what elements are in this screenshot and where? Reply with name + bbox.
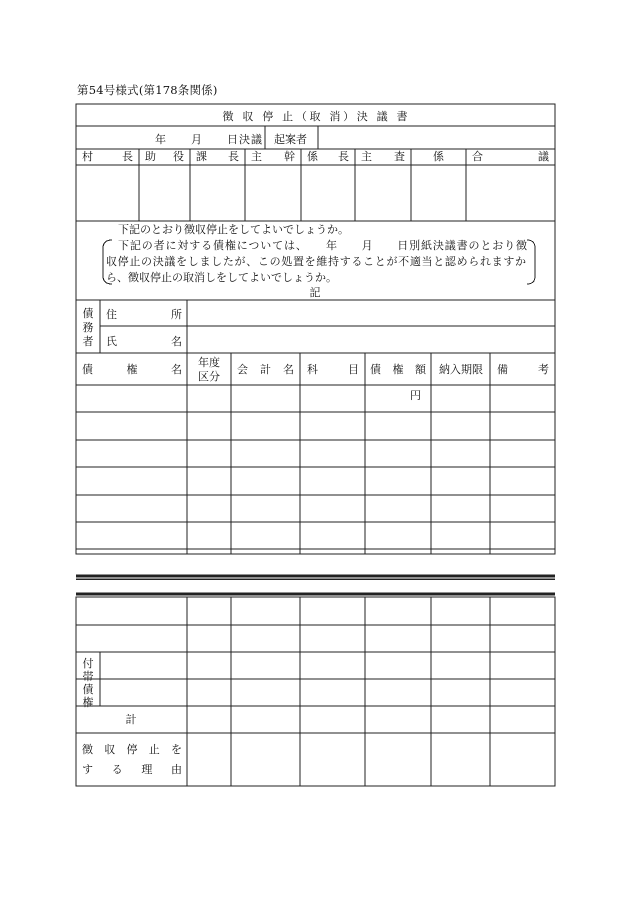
table-header-item: 科 目 [307, 363, 359, 376]
statement-line: ら、徴収停止の取消しをしてよいでしょうか。 [106, 271, 337, 284]
table-header-claim-amount: 債 権 額 [370, 363, 426, 376]
debtor-label: 務 [82, 321, 94, 334]
statement-line: 下記のとおり徴収停止をしてよいでしょうか。 [118, 223, 349, 236]
table-header-account-name: 会 計 名 [237, 363, 294, 376]
table-header-due-date: 納入期限 [439, 363, 483, 376]
decision-date-label: 年 月 日決議 [155, 133, 262, 146]
attached-claims-label: 帯 [82, 670, 94, 683]
approver-header: 村 長 [82, 150, 133, 163]
attached-claims-label: 付 [82, 657, 94, 670]
reason-label: 徴収停止を [82, 743, 182, 756]
decision-form [75, 102, 556, 787]
form-id: 第54号様式(第178条関係) [77, 83, 218, 97]
table-header-remarks: 備 考 [497, 363, 549, 376]
statement-line: 下記の者に対する債権については、 年 月 日別紙決議書のとおり徴 [118, 239, 527, 252]
statement-ki: 記 [309, 286, 321, 299]
form-outer-border [76, 104, 555, 554]
reason-label: する理由 [82, 763, 182, 776]
approver-header: 係 長 [307, 150, 349, 163]
statement-line: 収停止の決議をしましたが、この処置を維持することが不適当と認められますか [106, 255, 526, 268]
approver-header: 主 幹 [251, 150, 295, 163]
approver-header: 助 役 [145, 150, 184, 163]
table-header-fiscal-year: 区分 [198, 370, 220, 383]
form-title: 徴 収 停 止（取 消）決 議 書 [222, 110, 408, 123]
approver-header: 課 長 [196, 150, 239, 163]
total-label: 計 [125, 713, 137, 726]
drafter-label: 起案者 [274, 133, 307, 146]
debtor-address-label: 住 所 [106, 308, 182, 321]
approver-header: 合 議 [472, 150, 549, 163]
statement-right-bracket [527, 240, 535, 284]
attached-claims-label: 債 [82, 683, 94, 696]
table-header-claim-name: 債 権 名 [82, 363, 182, 376]
attached-claims-label: 権 [82, 696, 94, 709]
debtor-label: 債 [82, 307, 94, 320]
table-header-fiscal-year: 年度 [198, 356, 220, 369]
debtor-name-label: 氏 名 [106, 335, 182, 348]
approver-header: 係 [433, 150, 444, 163]
approver-header: 主 査 [361, 150, 405, 163]
yen-unit: 円 [410, 389, 421, 402]
debtor-label: 者 [82, 335, 94, 348]
